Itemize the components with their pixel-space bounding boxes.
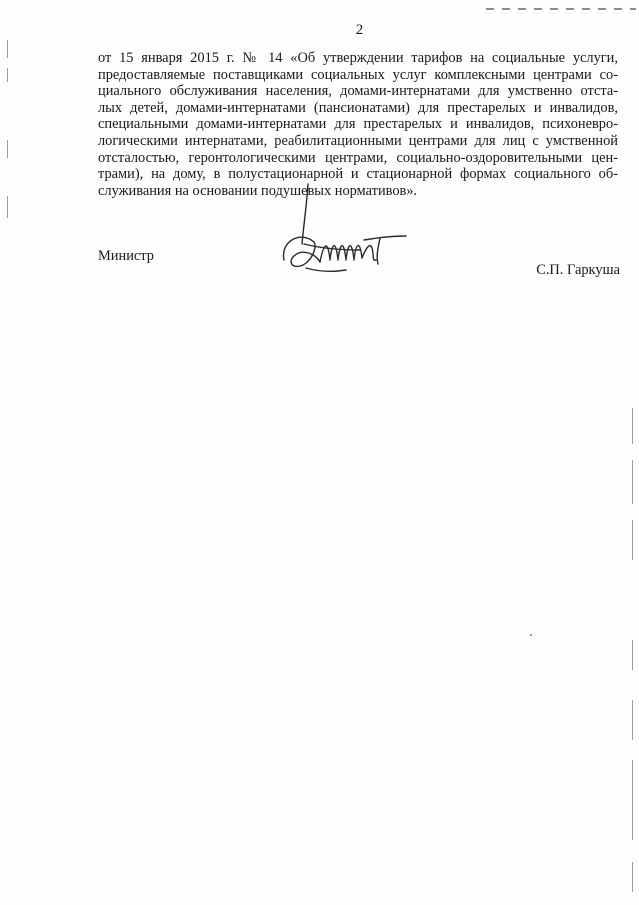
body-line: предоставляемые поставщиками социальных услуг комплексными центрами со- bbox=[98, 66, 618, 83]
handwritten-signature bbox=[280, 182, 410, 282]
scan-artifact bbox=[632, 520, 633, 560]
scan-artifact bbox=[7, 68, 8, 82]
scan-edge-marks bbox=[486, 8, 636, 10]
scan-artifact bbox=[632, 862, 633, 892]
signatory-position: Министр bbox=[98, 248, 154, 264]
scan-artifact bbox=[7, 40, 8, 58]
signatory-name: С.П. Гаркуша bbox=[536, 262, 620, 278]
body-line: от 15 января 2015 г. № 14 «Об утверждении тарифов на социальные услуги, bbox=[98, 50, 618, 66]
body-line: циального обслуживания населения, домами-интернатами для умственно отста- bbox=[98, 83, 618, 100]
scan-artifact bbox=[632, 640, 633, 670]
scan-artifact bbox=[530, 634, 532, 636]
body-line: логическими интернатами, реабилитационными центрами для лиц с умственной bbox=[98, 132, 618, 149]
scan-artifact bbox=[632, 460, 633, 504]
scan-artifact bbox=[632, 760, 633, 840]
signature-block bbox=[98, 230, 620, 290]
body-line: служивания на основании подушевых нормативов». bbox=[98, 182, 418, 199]
body-text bbox=[98, 50, 618, 199]
body-line: специальными домами-интернатами для престарелых и инвалидов, психоневро- bbox=[98, 116, 618, 133]
scan-artifact bbox=[7, 196, 8, 218]
scan-artifact bbox=[632, 700, 633, 740]
scan-artifact bbox=[7, 140, 8, 158]
page-number: 2 bbox=[355, 22, 364, 38]
body-line: отсталостью, геронтологическими центрами, социально-оздоровительными цен- bbox=[98, 149, 618, 166]
scan-artifact bbox=[632, 408, 633, 444]
body-line: трами), на дому, в полустационарной и стационарной формах социального об- bbox=[98, 166, 618, 183]
body-line: лых детей, домами-интернатами (пансионатами) для престарелых и инвалидов, bbox=[98, 99, 618, 116]
